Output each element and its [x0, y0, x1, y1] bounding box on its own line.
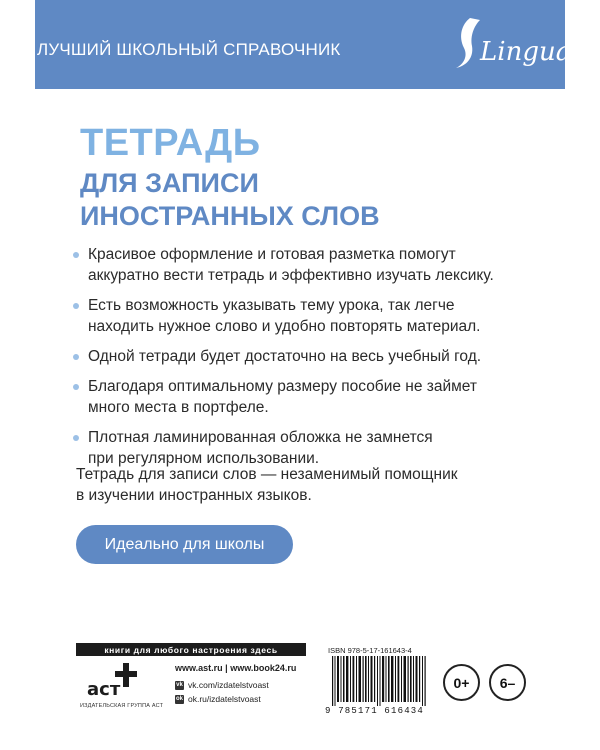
- feature-line: Одной тетради будет достаточно на весь учебный год.: [88, 348, 482, 365]
- feature-line: Плотная ламинированная обложка не замнется: [88, 429, 433, 446]
- vk-link-text[interactable]: vk.com/izdatelstvoast: [188, 680, 269, 690]
- feature-line: при регулярном использовании.: [88, 450, 320, 467]
- age-rating-badge: 0+: [443, 664, 480, 701]
- title-subtitle-line2: ИНОСТРАННЫХ СЛОВ: [80, 201, 380, 231]
- feature-item: [72, 427, 552, 469]
- bullet-dot-icon: [73, 303, 79, 309]
- barcode: [330, 656, 430, 706]
- vk-icon: vk: [176, 682, 183, 688]
- vk-link[interactable]: [175, 679, 296, 691]
- age-rating-badge: 6–: [489, 664, 526, 701]
- feature-line: Благодаря оптимальному размеру пособие не займет: [88, 378, 478, 395]
- lingua-logo: [440, 10, 572, 78]
- ideal-for-school-badge: Идеально для школы: [76, 525, 293, 564]
- feature-list: [72, 244, 552, 478]
- feature-item: [72, 295, 552, 337]
- ok-link-text[interactable]: ok.ru/izdatelstvoast: [188, 694, 261, 704]
- feature-line: Есть возможность указывать тему урока, так легче: [88, 297, 455, 314]
- summary-line: в изучении иностранных языков.: [76, 487, 312, 504]
- title-main: ТЕТРАДЬ: [80, 122, 261, 164]
- publisher-name: ИЗДАТЕЛЬСКАЯ ГРУППА АСТ: [80, 703, 164, 709]
- tagline-bar: книги для любого настроения здесь: [76, 643, 306, 656]
- publisher-links: [175, 662, 296, 707]
- lingua-logo-text: Lingua: [480, 37, 572, 67]
- feature-item: [72, 244, 552, 286]
- bullet-dot-icon: [73, 435, 79, 441]
- bullet-dot-icon: [73, 252, 79, 258]
- summary-text: [76, 464, 536, 506]
- feature-line: Красивое оформление и готовая разметка помогут: [88, 246, 456, 263]
- feature-item: [72, 376, 552, 418]
- title-subtitle: [80, 167, 380, 233]
- bullet-dot-icon: [73, 354, 79, 360]
- ok-icon: ok: [175, 696, 183, 702]
- feature-line: находить нужное слово и удобно повторять материал.: [88, 318, 481, 335]
- bullet-dot-icon: [73, 384, 79, 390]
- series-label: ЛУЧШИЙ ШКОЛЬНЫЙ СПРАВОЧНИК: [37, 40, 341, 59]
- feature-line: аккуратно вести тетрадь и эффективно изучать лексику.: [88, 267, 494, 284]
- isbn-label: ISBN 978-5-17-161643-4: [328, 646, 412, 655]
- ast-logo-text: аст: [87, 679, 121, 700]
- ast-logo: [83, 661, 139, 705]
- title-subtitle-line1: ДЛЯ ЗАПИСИ: [80, 168, 259, 198]
- ok-link[interactable]: [175, 693, 296, 705]
- barcode-digits: 9 785171 616434: [325, 706, 425, 716]
- website-links[interactable]: www.ast.ru | www.book24.ru: [175, 663, 297, 673]
- feature-line: много места в портфеле.: [88, 399, 269, 416]
- summary-line: Тетрадь для записи слов — незаменимый помощник: [76, 466, 458, 483]
- feature-item: [72, 346, 552, 367]
